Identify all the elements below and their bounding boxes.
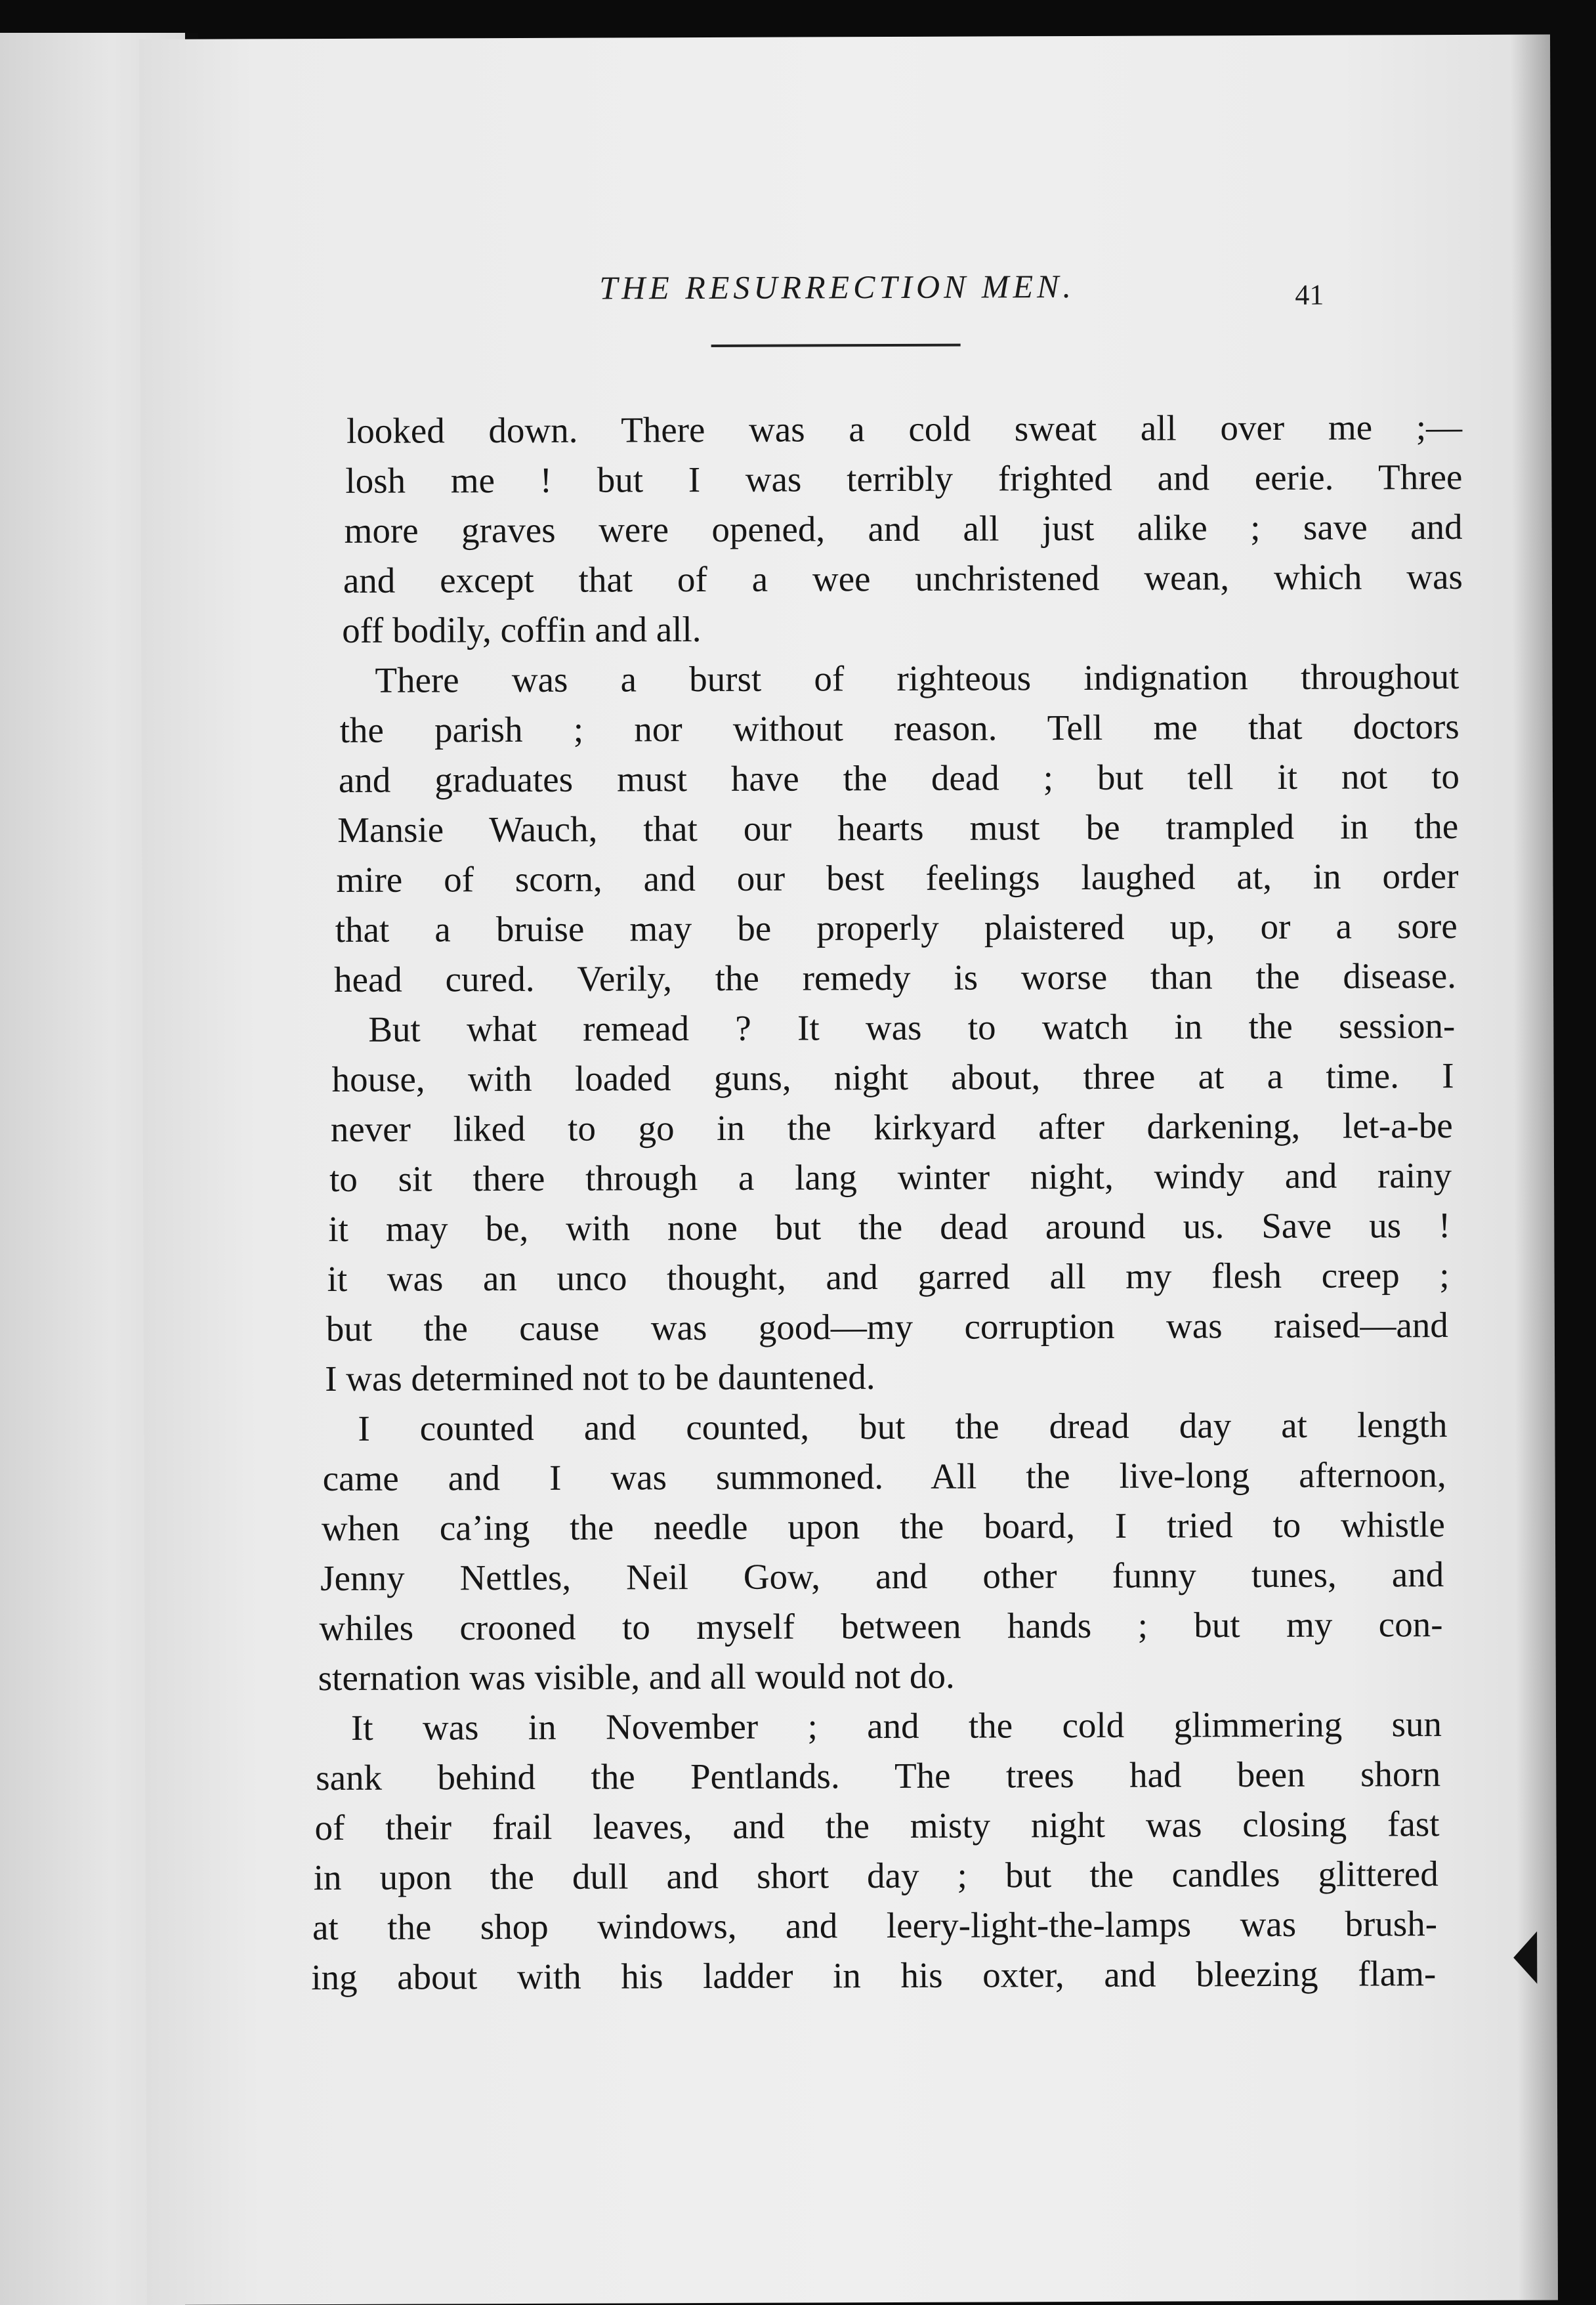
text-line: whiles crooned to myself between hands ; but my con- <box>319 1604 1443 1649</box>
text-line: of their frail leaves, and the misty night was closing fast <box>314 1804 1440 1848</box>
text-line: came and I was summoned. All the live-long afternoon, <box>322 1454 1446 1499</box>
text-line: ing about with his ladder in his oxter, and bleezing flam- <box>311 1953 1437 1998</box>
text-line: never liked to go in the kirkyard after darkening, let-a-be <box>330 1105 1453 1149</box>
text-line: that a bruise may be properly plaistered up, or a sore <box>335 905 1458 950</box>
text-line: when ca’ing the needle upon the board, I tried to whistle <box>321 1504 1446 1549</box>
text-line: off bodily, coffin and all. <box>342 609 702 650</box>
text-line: and graduates must have the dead ; but tell it not to <box>338 755 1460 800</box>
text-line: looked down. There was a cold sweat all over me ;— <box>346 406 1463 451</box>
book-page <box>139 34 1558 2304</box>
text-line: mire of scorn, and our best feelings laughed at, in order <box>336 855 1459 900</box>
running-head <box>140 265 1551 323</box>
page-number: 41 <box>1295 278 1324 311</box>
text-line: It was in November ; and the cold glimmering sun <box>350 1704 1442 1748</box>
text-line: house, with loaded guns, night about, three at a time. I <box>331 1055 1454 1099</box>
text-line: I counted and counted, but the dread day at length <box>358 1405 1448 1449</box>
text-line: losh me ! but I was terribly frighted and eerie. Three <box>345 456 1463 501</box>
text-line: sternation was visible, and all would not do. <box>318 1655 955 1699</box>
text-line: Jenny Nettles, Neil Gow, and other funny tunes, and <box>320 1554 1444 1599</box>
text-line: it was an unco thought, and garred all my flesh creep ; <box>327 1255 1450 1300</box>
text-line: the parish ; nor without reason. Tell me that doctors <box>339 706 1460 750</box>
text-line: in upon the dull and short day ; but the candles glittered <box>313 1853 1438 1898</box>
text-line: but the cause was good—my corruption was raised—and <box>326 1305 1448 1349</box>
text-line: at the shop windows, and leery-light-the-lamps was brush- <box>312 1903 1438 1948</box>
running-title: THE RESURRECTION MEN. <box>599 268 1076 307</box>
text-line: and except that of a wee unchristened wean, which was <box>343 556 1463 601</box>
text-line: to sit there through a lang winter night, windy and rainy <box>329 1155 1452 1199</box>
text-line: more graves were opened, and all just alike ; save and <box>344 506 1463 551</box>
text-line: But what remead ? It was to watch in the session- <box>368 1005 1456 1049</box>
header-rule <box>711 344 961 347</box>
text-line: Mansie Wauch, that our hearts must be trampled in the <box>337 805 1459 850</box>
text-line: it may be, with none but the dead around us. Save us ! <box>328 1205 1451 1250</box>
page-corner-mark <box>1513 1932 1537 1984</box>
text-line: There was a burst of righteous indignation throughout <box>375 656 1460 700</box>
text-line: I was determined not to be dauntened. <box>325 1357 875 1399</box>
text-line: sank behind the Pentlands. The trees had been shorn <box>316 1754 1441 1798</box>
body-text <box>140 406 1551 1998</box>
text-line: head cured. Verily, the remedy is worse than the disease. <box>333 956 1457 1000</box>
